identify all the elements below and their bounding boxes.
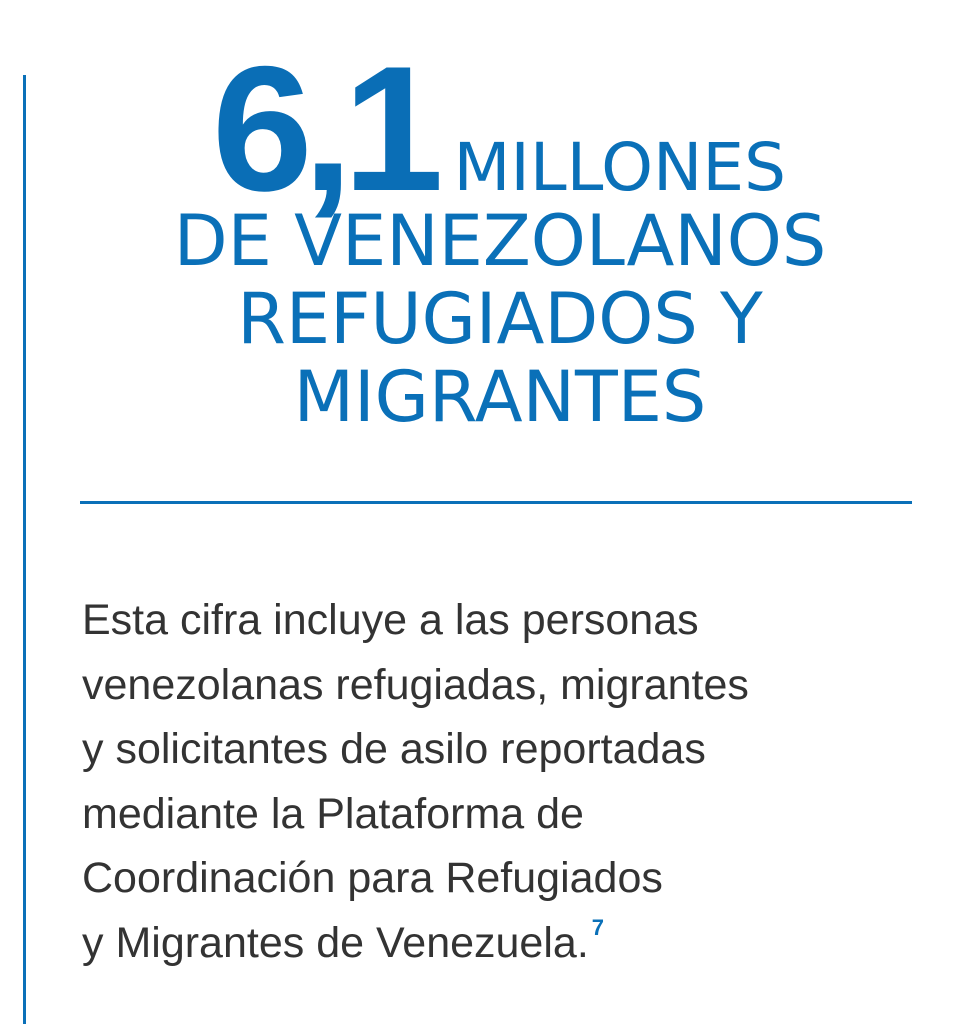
headline-number: 6,1 (211, 29, 434, 228)
description-paragraph (82, 588, 932, 975)
headline-unit: MILLONES (453, 129, 786, 206)
description-line-5: Coordinación para Refugiados (82, 854, 663, 902)
headline-first-line (80, 29, 920, 228)
headline-block (80, 29, 920, 438)
description-line-1: Esta cifra incluye a las personas (82, 596, 699, 644)
left-accent-rule (23, 75, 26, 1024)
description-line-2: venezolanas refugiadas, migrantes (82, 660, 749, 709)
description-line-6 (82, 911, 932, 976)
headline-line-3: REFUGIADOS Y (237, 278, 763, 360)
headline-line-2: DE VENEZOLANOS (173, 200, 827, 282)
footnote-marker[interactable]: 7 (591, 914, 605, 940)
description-line-6-text: y Migrantes de Venezuela. (82, 918, 589, 967)
description-line-4: mediante la Plataforma de (82, 789, 584, 838)
section-divider (80, 501, 912, 504)
headline-line-4: MIGRANTES (293, 356, 707, 438)
description-line-3: y solicitantes de asilo reportadas (82, 725, 706, 773)
